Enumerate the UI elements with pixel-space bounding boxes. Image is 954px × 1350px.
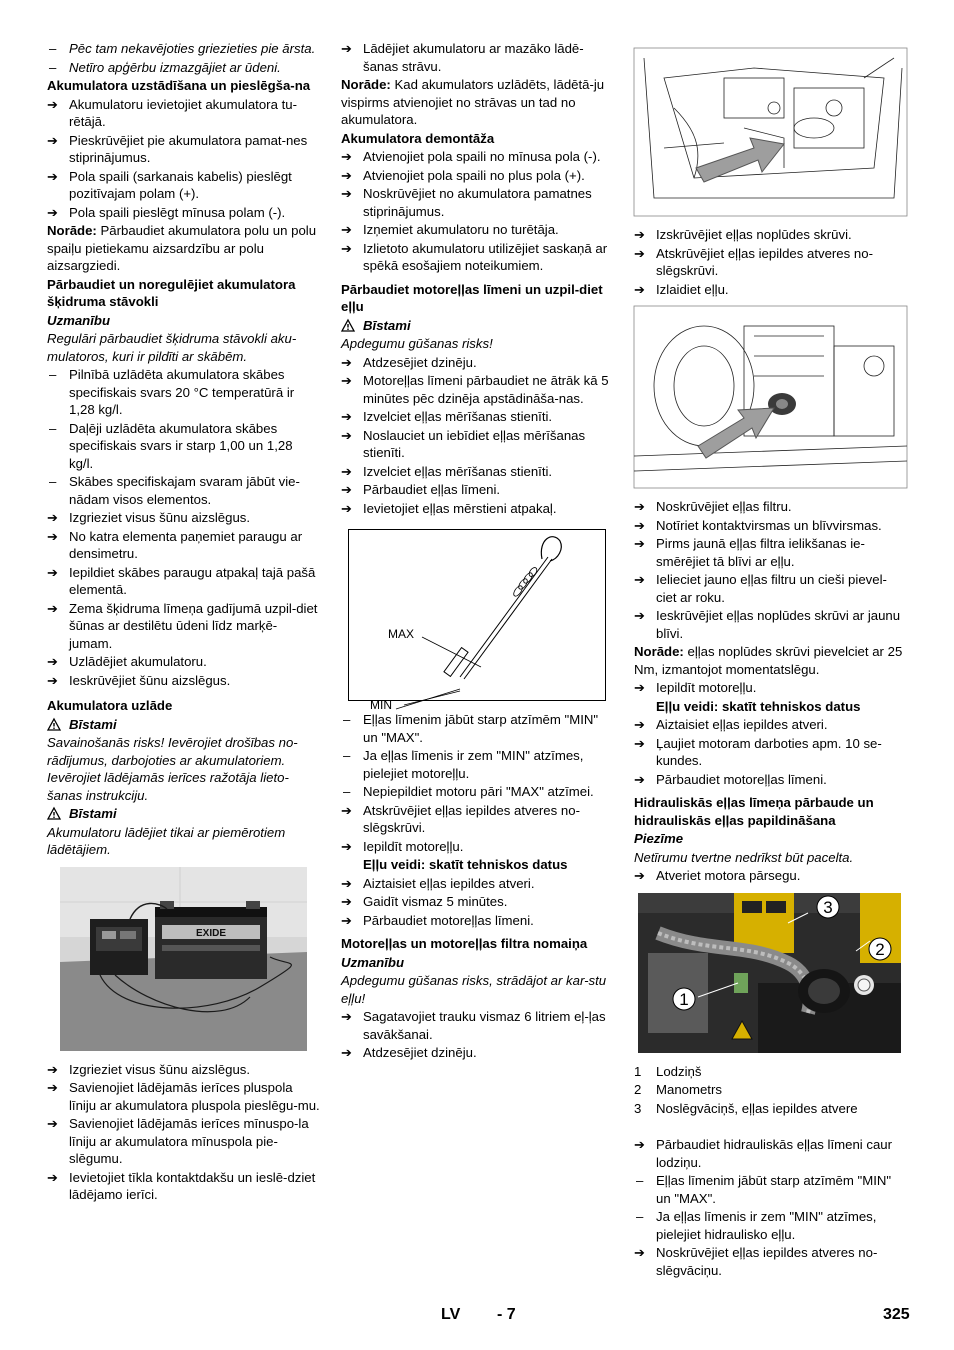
list-item: ➔ Atskrūvējiet eļļas iepildes atveres no-slēgskrūvi. (341, 802, 580, 835)
list-item: – Netīro apģērbu izmazgājiet ar ūdeni. (49, 59, 281, 75)
warning-icon (341, 319, 355, 332)
warning-icon (47, 718, 61, 731)
caution-text: Regulāri pārbaudiet šķidruma stāvokli aku-mulatoros, kuri ir pildīti ar skābēm. (47, 331, 297, 364)
oil-drain-photo (634, 48, 907, 216)
battery-charger-illustration (60, 867, 307, 1051)
oil-types-reference: Eļļu veidi: skatīt tehniskos datus (656, 698, 861, 714)
list-item: ➔ Izlietoto akumulatoru utilizējiet saskaņā ar spēkā esošajiem noteikumiem. (341, 240, 608, 273)
list-item: ➔ Uzlādējiet akumulatoru. (47, 654, 207, 669)
danger-text: Akumulatoru lādējiet tikai ar piemērotiem lādētājiem. (47, 824, 286, 857)
list-item: ➔ Atveriet motora pārsegu. (634, 868, 801, 883)
list-item: ➔ Atvienojiet pola spaili no mīnusa pola (-). (341, 149, 601, 164)
legend-item: 1 Lodziņš (634, 1063, 702, 1079)
dipstick-diagram (348, 529, 606, 712)
engine-drain-illustration (634, 48, 907, 216)
list-item: ➔ Pārbaudiet eļļas līmeni. (341, 482, 501, 497)
list-item: – Pēc tam nekavējoties griezieties pie ārsta. (49, 41, 316, 56)
list-item: ➔ Ļaujiet motoram darboties apm. 10 se-kundes. (634, 735, 882, 768)
list-item: ➔ Noskrūvējiet eļļas filtru. (634, 499, 792, 514)
note: Norāde: eļļas noplūdes skrūvi pievelciet ar 25 Nm, izmantojot momentatslēgu. (634, 644, 903, 677)
section-heading: Akumulatora uzlāde (47, 698, 173, 713)
list-item: ➔ No katra elementa paņemiet paraugu ar densimetru. (47, 528, 303, 561)
list-item: ➔ Pieskrūvējiet pie akumulatora pamat-nes stiprinājumus. (47, 132, 308, 165)
list-item: – Skābes specifiskajam svaram jābūt vie-nādam visos elementos. (49, 474, 300, 507)
list-item: ➔ Atdzesējiet dzinēju. (341, 1045, 477, 1060)
list-item: ➔ Aiztaisiet eļļas iepildes atveri. (634, 717, 828, 732)
list-item: ➔ Izlaidiet eļļu. (634, 281, 729, 297)
list-item: ➔ Pola spaili pieslēgt mīnusa polam (-). (47, 204, 286, 220)
callout-3: 3 (823, 897, 833, 917)
list-item: ➔ Savienojiet lādējamās ierīces pluspola līniju ar akumulatora pluspola pieslēgu-mu. (47, 1080, 320, 1113)
column-left (47, 40, 320, 1205)
list-item: ➔ Izgrieziet visus šūnu aizslēgus. (47, 1061, 251, 1077)
list-item: ➔ Izvelciet eļļas mērīšanas stienīti. (341, 463, 553, 479)
battery-charger-photo (60, 867, 307, 1051)
list-item: ➔ Pola spaili (sarkanais kabelis) pieslēgt pozitīvajam polam (+). (47, 168, 292, 201)
list-item: ➔ Zema šķidruma līmeņa gadījumā uzpil-diet šūnas ar destilētu ūdeni līdz marķē-jumam. (47, 600, 318, 651)
list-item: – Eļļas līmenim jābūt starp atzīmēm "MIN" un "MAX". (636, 1173, 892, 1206)
section-heading: Hidrauliskās eļļas līmeņa pārbaude un hidrauliskās eļļas papildināšana (634, 795, 874, 828)
max-label: MAX (388, 627, 415, 641)
engine-filter-illustration (634, 306, 907, 488)
section-heading: Akumulatora demontāža (341, 130, 495, 146)
section-heading: Pārbaudiet un noregulējiet akumulatora šķidruma stāvokli (47, 276, 296, 309)
list-item: ➔ Izgrieziet visus šūnu aizslēgus. (47, 510, 251, 525)
list-item: ➔ Pirms jaunā eļļas filtra ielikšanas ie-smērējiet tā blīvi ar eļļu. (634, 536, 865, 569)
list-item: ➔ Pārbaudiet motoreļļas līmeni. (341, 912, 534, 928)
danger-label: Bīstami (341, 317, 614, 335)
list-item: ➔ Iepildīt motoreļļu. (634, 680, 757, 695)
legend-item: 2 Manometrs (634, 1082, 722, 1097)
list-item: ➔ Akumulatoru ievietojiet akumulatora tu-rētājā. (47, 96, 297, 129)
list-item: ➔ Noskrūvējiet eļļas iepildes atveres no-slēgvāciņu. (634, 1245, 878, 1278)
list-item: ➔ Pārbaudiet hidrauliskās eļļas līmeni caur lodziņu. (634, 1137, 893, 1170)
caution-label: Uzmanību (47, 312, 111, 328)
min-label: MIN (370, 698, 392, 712)
column-right (634, 48, 907, 1280)
list-item: ➔ Noslauciet un iebīdiet eļļas mērīšanas stienīti. (341, 427, 586, 460)
callout-2: 2 (875, 939, 885, 959)
list-item: ➔ Atskrūvējiet eļļas iepildes atveres no-slēgskrūvi. (634, 245, 873, 278)
note-label: Piezīme (634, 831, 684, 846)
callout-1: 1 (679, 989, 689, 1009)
caution-text: Apdegumu gūšanas risks, strādājot ar kar-stu eļļu! (341, 973, 607, 1006)
list-item: ➔ Ieskrūvējiet eļļas noplūdes skrūvi ar jaunu blīvi. (634, 608, 901, 641)
hydraulic-tank-photo (638, 893, 901, 1053)
list-item: ➔ Gaidīt vismaz 5 minūtes. (341, 894, 508, 909)
caution-label: Uzmanību (341, 954, 405, 970)
list-item: ➔ Ievietojiet eļļas mērstieni atpakaļ. (341, 500, 557, 516)
footer-language: LV (441, 1306, 461, 1323)
oil-filter-photo (634, 306, 907, 488)
list-item: ➔ Lādējiet akumulatoru ar mazāko lādē-šanas strāvu. (341, 41, 584, 74)
list-item: ➔ Noskrūvējiet no akumulatora pamatnes stiprinājumus. (341, 186, 592, 219)
list-item: ➔ Ievietojiet tīkla kontaktdakšu un ieslē-dziet lādējamo ierīci. (47, 1169, 316, 1202)
battery-brand-text: EXIDE (195, 927, 227, 939)
list-item: ➔ Atdzesējiet dzinēju. (341, 354, 477, 370)
section-heading: Pārbaudiet motoreļļas līmeni un uzpil-diet eļļu (341, 281, 603, 314)
list-item: ➔ Ielieciet jauno eļļas filtru un cieši pievel-ciet ar roku. (634, 572, 887, 605)
list-item: ➔ Izņemiet akumulatoru no turētāja. (341, 222, 559, 237)
dipstick-illustration (348, 529, 606, 712)
note: Norāde: Pārbaudiet akumulatora polu un polu spaiļu pietiekamu aizsardzību ar polu aizsargziedi. (47, 223, 317, 273)
list-item: – Ja eļļas līmenis ir zem "MIN" atzīmes, pielejiet hidraulisko eļļu. (636, 1209, 877, 1242)
list-item: ➔ Iepildiet skābes paraugu atpakaļ tajā pašā elementā. (47, 564, 316, 597)
note-text: Netīrumu tvertne nedrīkst būt pacelta. (634, 849, 854, 865)
section-heading: Akumulatora uzstādīšana un pieslēgša-na (47, 78, 311, 93)
column-middle (341, 40, 614, 1063)
footer-page-number: 325 (883, 1306, 910, 1323)
danger-label: Bīstami (47, 805, 320, 823)
danger-label: Bīstami (47, 716, 320, 734)
list-item: – Nepiepildiet motoru pāri "MAX" atzīmei. (343, 784, 594, 799)
danger-text: Savainošanās risks! Ievērojiet drošības no-rādījumus, darbojoties ar akumulatoriem. Ievērojiet lādējamās ierīces ražotāja lieto-šanas instrukciju. (47, 735, 298, 803)
list-item: – Pilnībā uzlādēta akumulatora skābes specifiskais svars 20 °C temperatūrā ir 1,28 kg/l. (49, 367, 295, 417)
list-item: – Ja eļļas līmenis ir zem "MIN" atzīmes, pielejiet motoreļļu. (343, 748, 584, 781)
list-item: – Eļļas līmenim jābūt starp atzīmēm "MIN" un "MAX". (343, 712, 599, 745)
list-item: – Daļēji uzlādēta akumulatora skābes specifiskais svars ir starp 1,00 un 1,28 kg/l. (49, 420, 293, 471)
list-item: ➔ Atvienojiet pola spaili no plus pola (+). (341, 167, 585, 183)
list-item: ➔ Pārbaudiet motoreļļas līmeni. (634, 771, 827, 787)
list-item: ➔ Sagatavojiet trauku vismaz 6 litriem eļ-ļas savākšanai. (341, 1009, 606, 1042)
list-item: ➔ Izvelciet eļļas mērīšanas stienīti. (341, 409, 553, 424)
danger-text: Apdegumu gūšanas risks! (341, 336, 493, 351)
list-item: ➔ Notīriet kontaktvirsmas un blīvvirsmas. (634, 517, 882, 533)
list-item: ➔ Savienojiet lādējamās ierīces mīnuspo-la līniju ar akumulatora mīnuspola pie-slēgumu. (47, 1116, 309, 1166)
list-item: ➔ Izskrūvējiet eļļas noplūdes skrūvi. (634, 227, 852, 242)
list-item: ➔ Aiztaisiet eļļas iepildes atveri. (341, 875, 535, 891)
note: Norāde: Kad akumulators uzlādēts, lādētā-ju vispirms atvienojiet no strāvas un tad no akumulatora. (341, 77, 605, 127)
warning-icon (47, 807, 61, 820)
list-item: ➔ Motoreļļas līmeni pārbaudiet ne ātrāk kā 5 minūtes pēc dzinēja apstādināša-nas. (341, 373, 609, 406)
section-heading: Motoreļļas un motoreļļas filtra nomaiņa (341, 936, 588, 951)
list-item: ➔ Ieskrūvējiet šūnu aizslēgus. (47, 672, 231, 688)
list-item: ➔ Iepildīt motoreļļu. (341, 838, 464, 854)
hydraulic-tank-illustration (638, 893, 901, 1053)
footer-section-page: - 7 (497, 1306, 516, 1323)
oil-types-reference: Eļļu veidi: skatīt tehniskos datus (363, 857, 568, 872)
legend-item: 3 Noslēgvāciņš, eļļas iepildes atvere (634, 1100, 858, 1116)
